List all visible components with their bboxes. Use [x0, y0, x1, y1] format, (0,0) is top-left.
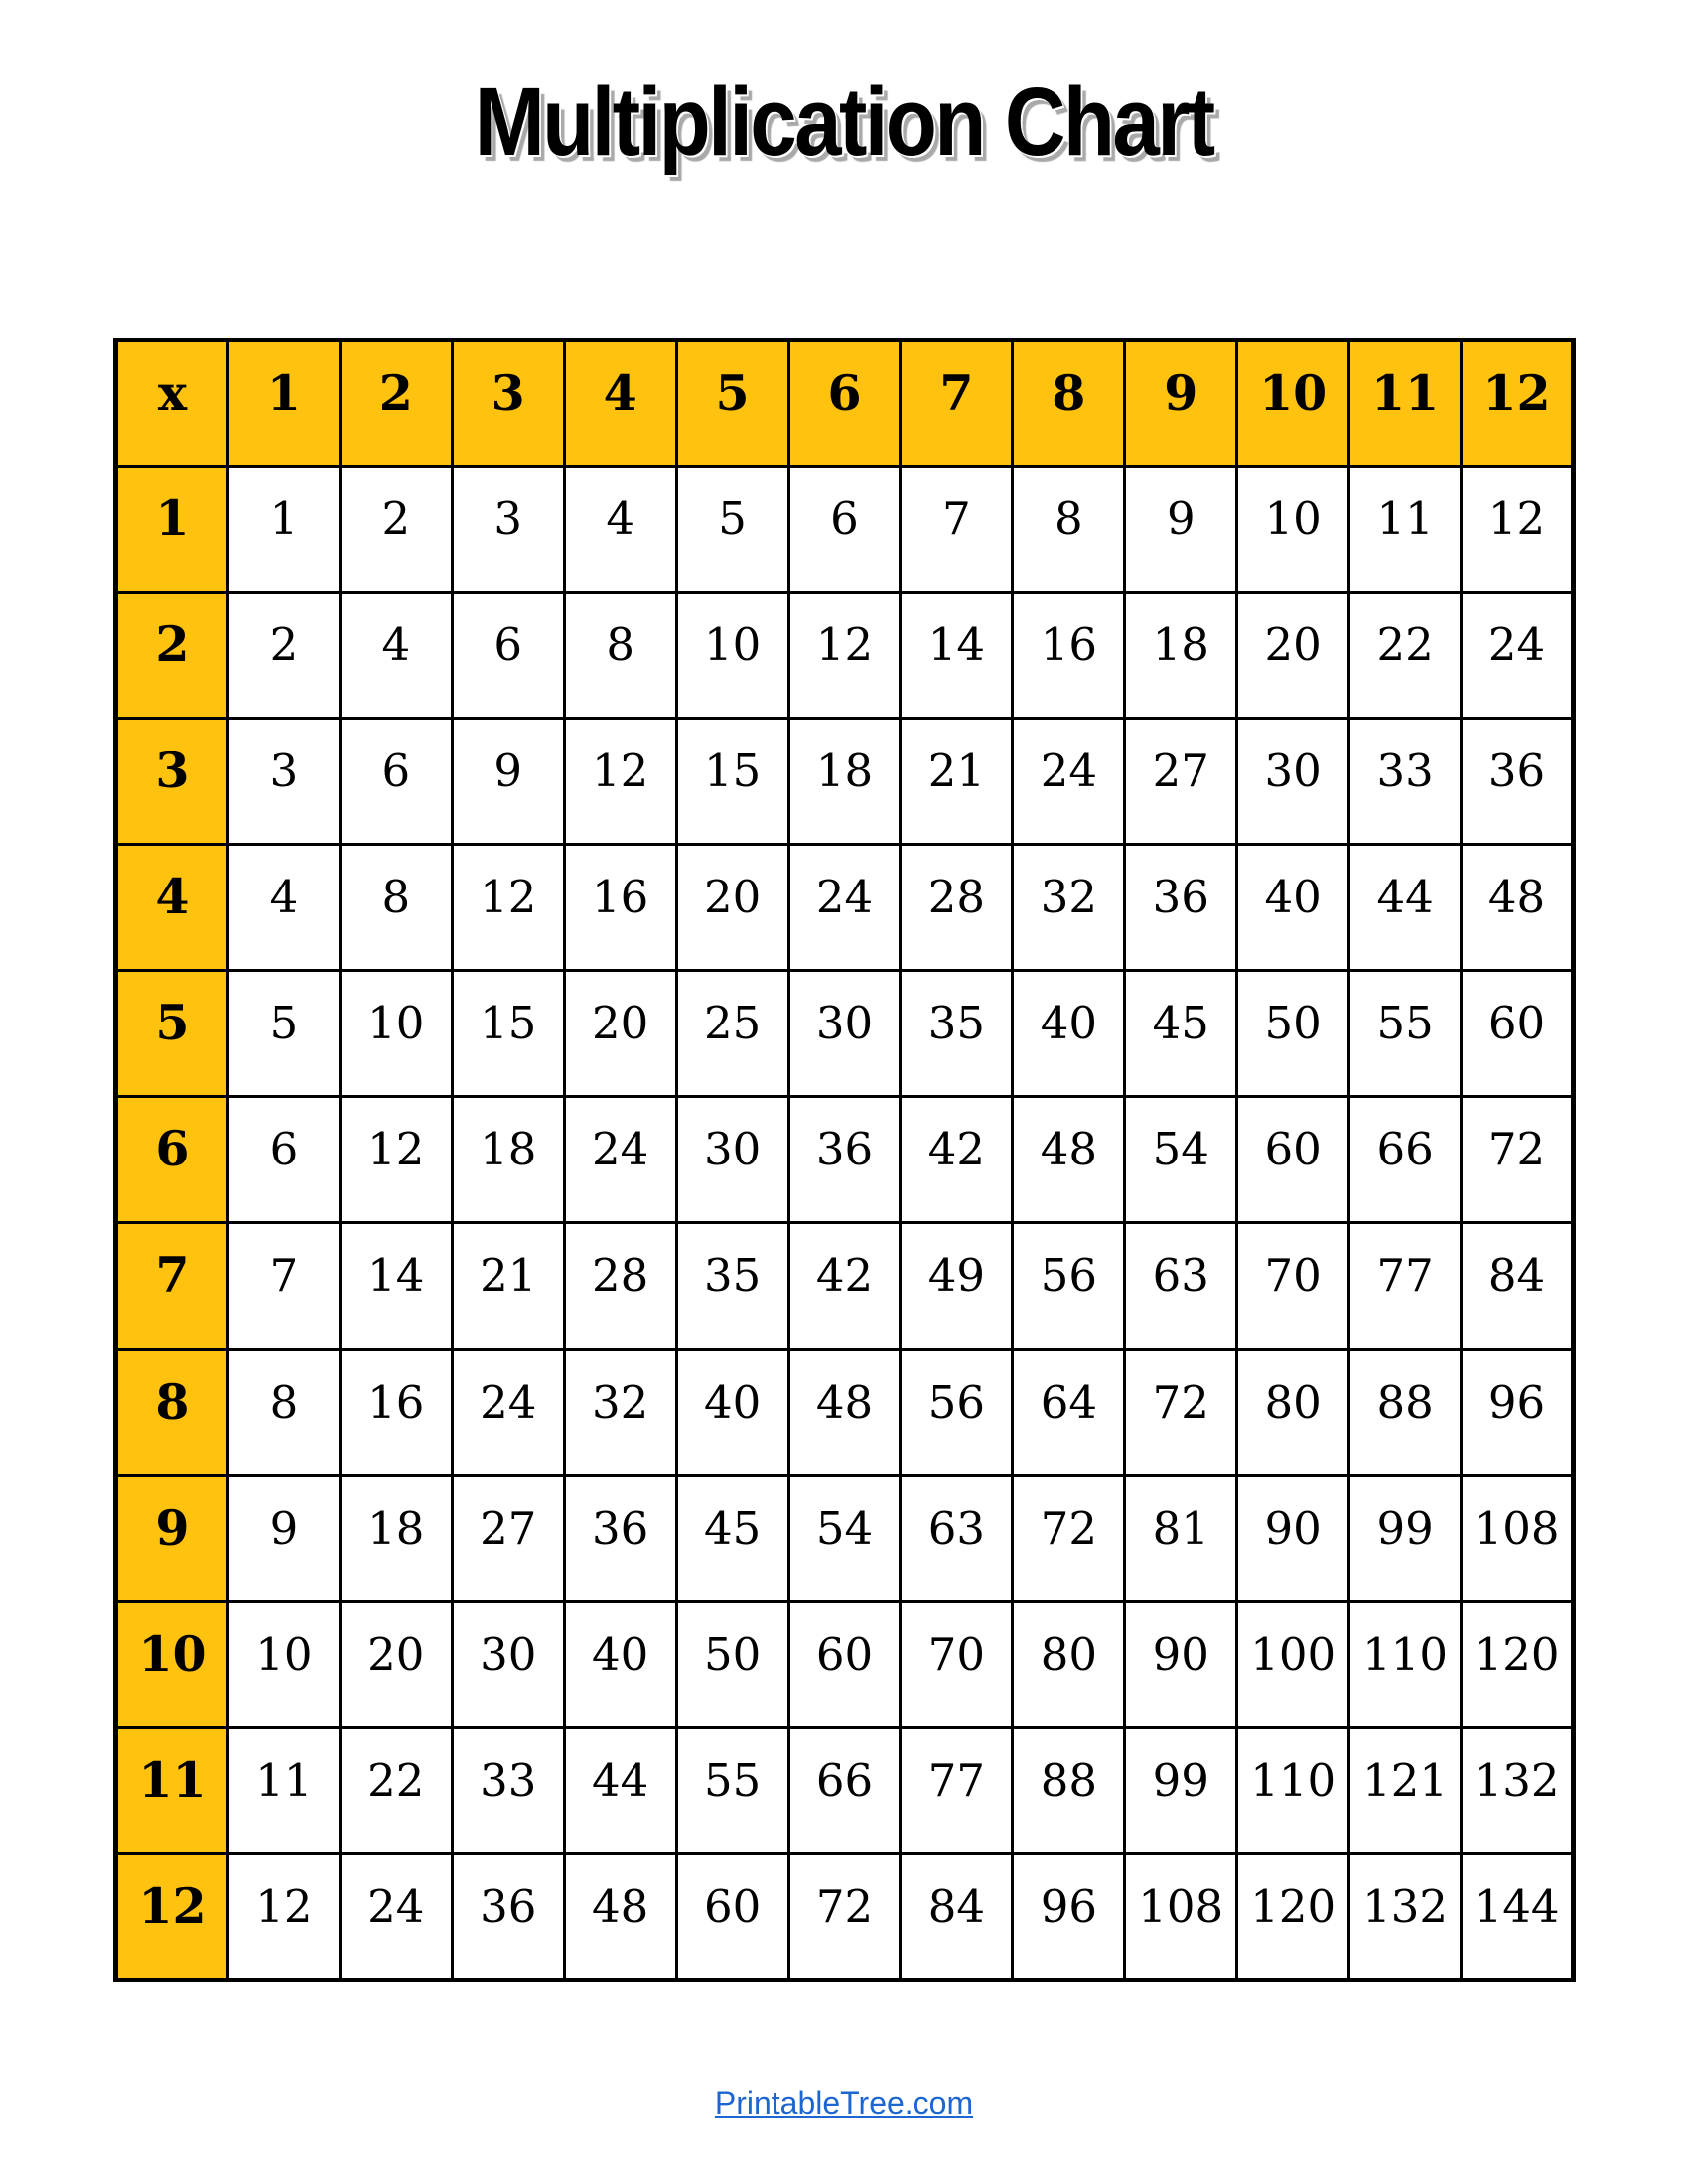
- table-row: [116, 1601, 1574, 1727]
- product-cell: 11: [227, 1727, 340, 1853]
- product-cell: 24: [452, 1349, 564, 1475]
- product-cell: 24: [564, 1097, 676, 1223]
- product-cell: 27: [452, 1475, 564, 1601]
- column-header-cell: 5: [676, 341, 788, 467]
- product-cell: 15: [676, 719, 788, 845]
- row-label-cell: 11: [116, 1727, 228, 1853]
- product-cell: 99: [1125, 1727, 1237, 1853]
- product-cell: 56: [1013, 1223, 1125, 1349]
- product-cell: 3: [227, 719, 340, 845]
- product-cell: 24: [1013, 719, 1125, 845]
- product-cell: 48: [1013, 1097, 1125, 1223]
- product-cell: 7: [227, 1223, 340, 1349]
- row-label-cell: 4: [116, 845, 228, 971]
- product-cell: 40: [1237, 845, 1349, 971]
- product-cell: 33: [452, 1727, 564, 1853]
- product-cell: 12: [564, 719, 676, 845]
- product-cell: 35: [901, 971, 1013, 1097]
- product-cell: 88: [1349, 1349, 1462, 1475]
- table-row: [116, 1097, 1574, 1223]
- column-header-cell: 3: [452, 341, 564, 467]
- product-cell: 50: [676, 1601, 788, 1727]
- product-cell: 21: [452, 1223, 564, 1349]
- product-cell: 132: [1462, 1727, 1574, 1853]
- product-cell: 10: [340, 971, 452, 1097]
- product-cell: 14: [340, 1223, 452, 1349]
- product-cell: 132: [1349, 1853, 1462, 1979]
- product-cell: 96: [1462, 1349, 1574, 1475]
- product-cell: 44: [564, 1727, 676, 1853]
- product-cell: 24: [1462, 593, 1574, 719]
- product-cell: 4: [340, 593, 452, 719]
- product-cell: 81: [1125, 1475, 1237, 1601]
- product-cell: 44: [1349, 845, 1462, 971]
- product-cell: 96: [1013, 1853, 1125, 1979]
- product-cell: 80: [1013, 1601, 1125, 1727]
- row-label-cell: 9: [116, 1475, 228, 1601]
- product-cell: 16: [1013, 593, 1125, 719]
- product-cell: 80: [1237, 1349, 1349, 1475]
- product-cell: 48: [564, 1853, 676, 1979]
- product-cell: 90: [1125, 1601, 1237, 1727]
- product-cell: 36: [1462, 719, 1574, 845]
- product-cell: 120: [1462, 1601, 1574, 1727]
- product-cell: 22: [1349, 593, 1462, 719]
- table-row: [116, 845, 1574, 971]
- product-cell: 48: [788, 1349, 901, 1475]
- product-cell: 84: [1462, 1223, 1574, 1349]
- product-cell: 54: [1125, 1097, 1237, 1223]
- footer-link[interactable]: PrintableTree.com: [714, 2085, 974, 2120]
- product-cell: 8: [227, 1349, 340, 1475]
- table-row: [116, 467, 1574, 593]
- row-label-cell: 3: [116, 719, 228, 845]
- product-cell: 12: [340, 1097, 452, 1223]
- product-cell: 9: [1125, 467, 1237, 593]
- product-cell: 20: [564, 971, 676, 1097]
- column-header-cell: 1: [227, 341, 340, 467]
- row-label-cell: 5: [116, 971, 228, 1097]
- product-cell: 12: [227, 1853, 340, 1979]
- product-cell: 88: [1013, 1727, 1125, 1853]
- product-cell: 56: [901, 1349, 1013, 1475]
- page-title: [0, 62, 1688, 182]
- column-header-cell: 9: [1125, 341, 1237, 467]
- product-cell: 90: [1237, 1475, 1349, 1601]
- product-cell: 54: [788, 1475, 901, 1601]
- product-cell: 66: [1349, 1097, 1462, 1223]
- product-cell: 9: [452, 719, 564, 845]
- product-cell: 6: [452, 593, 564, 719]
- product-cell: 64: [1013, 1349, 1125, 1475]
- product-cell: 16: [340, 1349, 452, 1475]
- product-cell: 8: [564, 593, 676, 719]
- product-cell: 42: [788, 1223, 901, 1349]
- product-cell: 108: [1125, 1853, 1237, 1979]
- column-header-cell: 2: [340, 341, 452, 467]
- product-cell: 60: [1237, 1097, 1349, 1223]
- product-cell: 15: [452, 971, 564, 1097]
- product-cell: 84: [901, 1853, 1013, 1979]
- product-cell: 20: [340, 1601, 452, 1727]
- product-cell: 108: [1462, 1475, 1574, 1601]
- product-cell: 18: [452, 1097, 564, 1223]
- product-cell: 45: [676, 1475, 788, 1601]
- product-cell: 12: [788, 593, 901, 719]
- product-cell: 36: [564, 1475, 676, 1601]
- product-cell: 30: [452, 1601, 564, 1727]
- table-body: [116, 467, 1574, 1980]
- product-cell: 3: [452, 467, 564, 593]
- product-cell: 22: [340, 1727, 452, 1853]
- product-cell: 10: [227, 1601, 340, 1727]
- product-cell: 55: [1349, 971, 1462, 1097]
- product-cell: 40: [1013, 971, 1125, 1097]
- product-cell: 18: [340, 1475, 452, 1601]
- product-cell: 72: [1462, 1097, 1574, 1223]
- product-cell: 28: [901, 845, 1013, 971]
- product-cell: 10: [1237, 467, 1349, 593]
- product-cell: 2: [340, 467, 452, 593]
- product-cell: 2: [227, 593, 340, 719]
- product-cell: 110: [1237, 1727, 1349, 1853]
- row-label-cell: 6: [116, 1097, 228, 1223]
- table-header-row: [116, 341, 1574, 467]
- product-cell: 63: [1125, 1223, 1237, 1349]
- product-cell: 72: [1013, 1475, 1125, 1601]
- product-cell: 40: [676, 1349, 788, 1475]
- product-cell: 35: [676, 1223, 788, 1349]
- product-cell: 42: [901, 1097, 1013, 1223]
- column-header-cell: 11: [1349, 341, 1462, 467]
- product-cell: 10: [676, 593, 788, 719]
- product-cell: 72: [1125, 1349, 1237, 1475]
- product-cell: 110: [1349, 1601, 1462, 1727]
- product-cell: 32: [564, 1349, 676, 1475]
- product-cell: 20: [1237, 593, 1349, 719]
- product-cell: 70: [1237, 1223, 1349, 1349]
- product-cell: 5: [227, 971, 340, 1097]
- column-header-cell: 12: [1462, 341, 1574, 467]
- corner-cell: x: [116, 341, 228, 467]
- product-cell: 6: [788, 467, 901, 593]
- product-cell: 55: [676, 1727, 788, 1853]
- product-cell: 28: [564, 1223, 676, 1349]
- product-cell: 24: [788, 845, 901, 971]
- row-label-cell: 10: [116, 1601, 228, 1727]
- product-cell: 27: [1125, 719, 1237, 845]
- product-cell: 36: [1125, 845, 1237, 971]
- product-cell: 49: [901, 1223, 1013, 1349]
- product-cell: 8: [340, 845, 452, 971]
- table-row: [116, 1349, 1574, 1475]
- product-cell: 4: [564, 467, 676, 593]
- product-cell: 24: [340, 1853, 452, 1979]
- product-cell: 6: [340, 719, 452, 845]
- product-cell: 72: [788, 1853, 901, 1979]
- product-cell: 30: [676, 1097, 788, 1223]
- product-cell: 100: [1237, 1601, 1349, 1727]
- product-cell: 36: [788, 1097, 901, 1223]
- table-row: [116, 1223, 1574, 1349]
- row-label-cell: 2: [116, 593, 228, 719]
- product-cell: 20: [676, 845, 788, 971]
- row-label-cell: 12: [116, 1853, 228, 1979]
- product-cell: 77: [901, 1727, 1013, 1853]
- row-label-cell: 7: [116, 1223, 228, 1349]
- product-cell: 99: [1349, 1475, 1462, 1601]
- product-cell: 7: [901, 467, 1013, 593]
- column-header-cell: 7: [901, 341, 1013, 467]
- column-header-cell: 4: [564, 341, 676, 467]
- row-label-cell: 8: [116, 1349, 228, 1475]
- product-cell: 33: [1349, 719, 1462, 845]
- product-cell: 8: [1013, 467, 1125, 593]
- product-cell: 30: [788, 971, 901, 1097]
- table-row: [116, 1853, 1574, 1979]
- table-row: [116, 593, 1574, 719]
- footer: [0, 2085, 1688, 2121]
- product-cell: 121: [1349, 1727, 1462, 1853]
- multiplication-table: [113, 338, 1576, 1982]
- row-label-cell: 1: [116, 467, 228, 593]
- table-row: [116, 719, 1574, 845]
- table-row: [116, 971, 1574, 1097]
- product-cell: 48: [1462, 845, 1574, 971]
- product-cell: 32: [1013, 845, 1125, 971]
- column-header-cell: 10: [1237, 341, 1349, 467]
- product-cell: 18: [788, 719, 901, 845]
- product-cell: 16: [564, 845, 676, 971]
- product-cell: 14: [901, 593, 1013, 719]
- product-cell: 66: [788, 1727, 901, 1853]
- product-cell: 4: [227, 845, 340, 971]
- product-cell: 45: [1125, 971, 1237, 1097]
- table-row: [116, 1727, 1574, 1853]
- product-cell: 11: [1349, 467, 1462, 593]
- product-cell: 18: [1125, 593, 1237, 719]
- product-cell: 144: [1462, 1853, 1574, 1979]
- product-cell: 70: [901, 1601, 1013, 1727]
- product-cell: 9: [227, 1475, 340, 1601]
- product-cell: 12: [452, 845, 564, 971]
- column-header-cell: 6: [788, 341, 901, 467]
- product-cell: 40: [564, 1601, 676, 1727]
- product-cell: 120: [1237, 1853, 1349, 1979]
- table-row: [116, 1475, 1574, 1601]
- product-cell: 50: [1237, 971, 1349, 1097]
- page-title-text: Multiplication Chart: [475, 68, 1213, 176]
- product-cell: 5: [676, 467, 788, 593]
- product-cell: 36: [452, 1853, 564, 1979]
- product-cell: 60: [676, 1853, 788, 1979]
- product-cell: 60: [788, 1601, 901, 1727]
- product-cell: 30: [1237, 719, 1349, 845]
- product-cell: 6: [227, 1097, 340, 1223]
- product-cell: 25: [676, 971, 788, 1097]
- product-cell: 21: [901, 719, 1013, 845]
- column-header-cell: 8: [1013, 341, 1125, 467]
- product-cell: 12: [1462, 467, 1574, 593]
- product-cell: 77: [1349, 1223, 1462, 1349]
- product-cell: 63: [901, 1475, 1013, 1601]
- product-cell: 1: [227, 467, 340, 593]
- product-cell: 60: [1462, 971, 1574, 1097]
